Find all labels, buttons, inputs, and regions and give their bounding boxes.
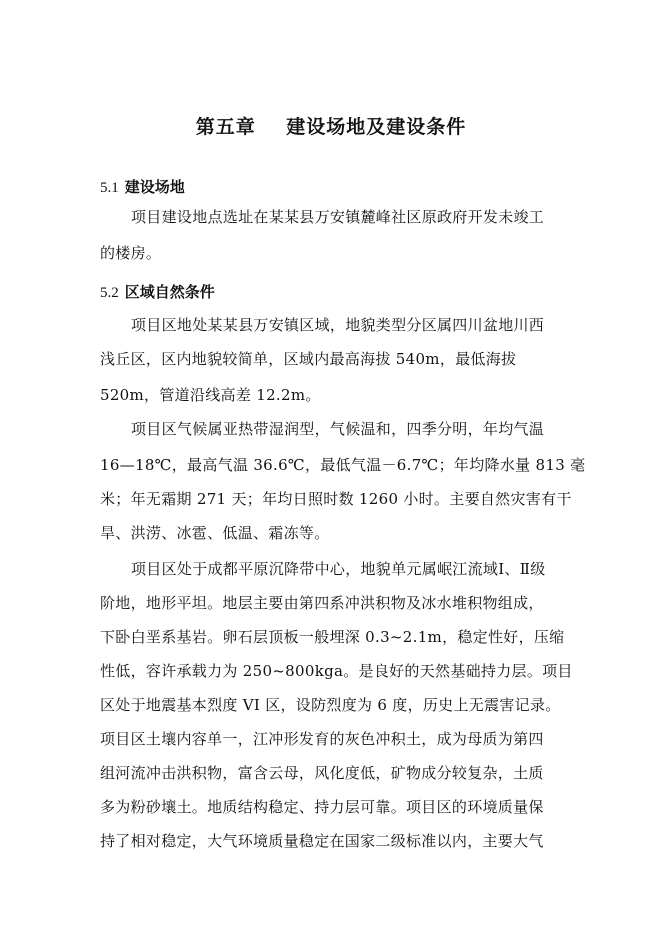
paragraph-line: 阶地，地形平坦。地层主要由第四系冲洪积物及冰水堆积物组成， (100, 594, 544, 612)
section-title: 建设场地 (124, 178, 185, 196)
section-heading-5-1 (100, 176, 185, 197)
paragraph-line: 520m，管道沿线高差 12.2m。 (100, 386, 321, 404)
paragraph-line: 16—18℃，最高气温 36.6℃，最低气温－6.7℃；年均降水量 813 毫 (100, 456, 586, 474)
paragraph-line: 项目区处于成都平原沉降带中心，地貌单元属岷江流域Ⅰ、Ⅱ级 (131, 560, 546, 578)
paragraph-line: 项目区地处某某县万安镇区域，地貌类型分区属四川盆地川西 (131, 316, 545, 334)
paragraph-line: 的楼房。 (100, 244, 162, 262)
paragraph-line: 浅丘区，区内地貌较简单，区域内最高海拔 540m，最低海拔 (100, 350, 517, 368)
section-number: 5.2 (100, 285, 119, 301)
paragraph-line: 多为粉砂壤土。地质结构稳定、持力层可靠。项目区的环境质量保 (100, 798, 544, 816)
chapter-title: 第五章 建设场地及建设条件 (195, 116, 467, 138)
paragraph-line: 组河流冲击洪积物，富含云母，风化度低，矿物成分较复杂，土质 (100, 764, 544, 782)
section-number: 5.1 (100, 180, 119, 196)
paragraph-line: 下卧白垩系基岩。卵石层顶板一般埋深 0.3~2.1m，稳定性好，压缩 (100, 628, 565, 646)
paragraph-line: 区处于地震基本烈度 VI 区，设防烈度为 6 度，历史上无震害记录。 (100, 696, 561, 714)
paragraph-line: 持了相对稳定，大气环境质量稳定在国家二级标准以内，主要大气 (100, 832, 544, 850)
paragraph-line: 项目建设地点选址在某某县万安镇麓峰社区原政府开发未竣工 (131, 208, 545, 226)
section-title: 区域自然条件 (124, 283, 215, 301)
paragraph-line: 米；年无霜期 271 天；年均日照时数 1260 小时。主要自然灾害有干 (100, 490, 572, 508)
paragraph-line: 项目区土壤内容单一，江冲形发育的灰色冲积土，成为母质为第四 (100, 730, 544, 748)
paragraph-line: 旱、洪涝、冰雹、低温、霜冻等。 (100, 524, 330, 542)
paragraph-line: 项目区气候属亚热带湿润型，气候温和，四季分明，年均气温 (131, 420, 545, 438)
section-heading-5-2 (100, 281, 215, 302)
paragraph-line: 性低，容许承载力为 250~800kga。是良好的天然基础持力层。项目 (100, 662, 573, 680)
